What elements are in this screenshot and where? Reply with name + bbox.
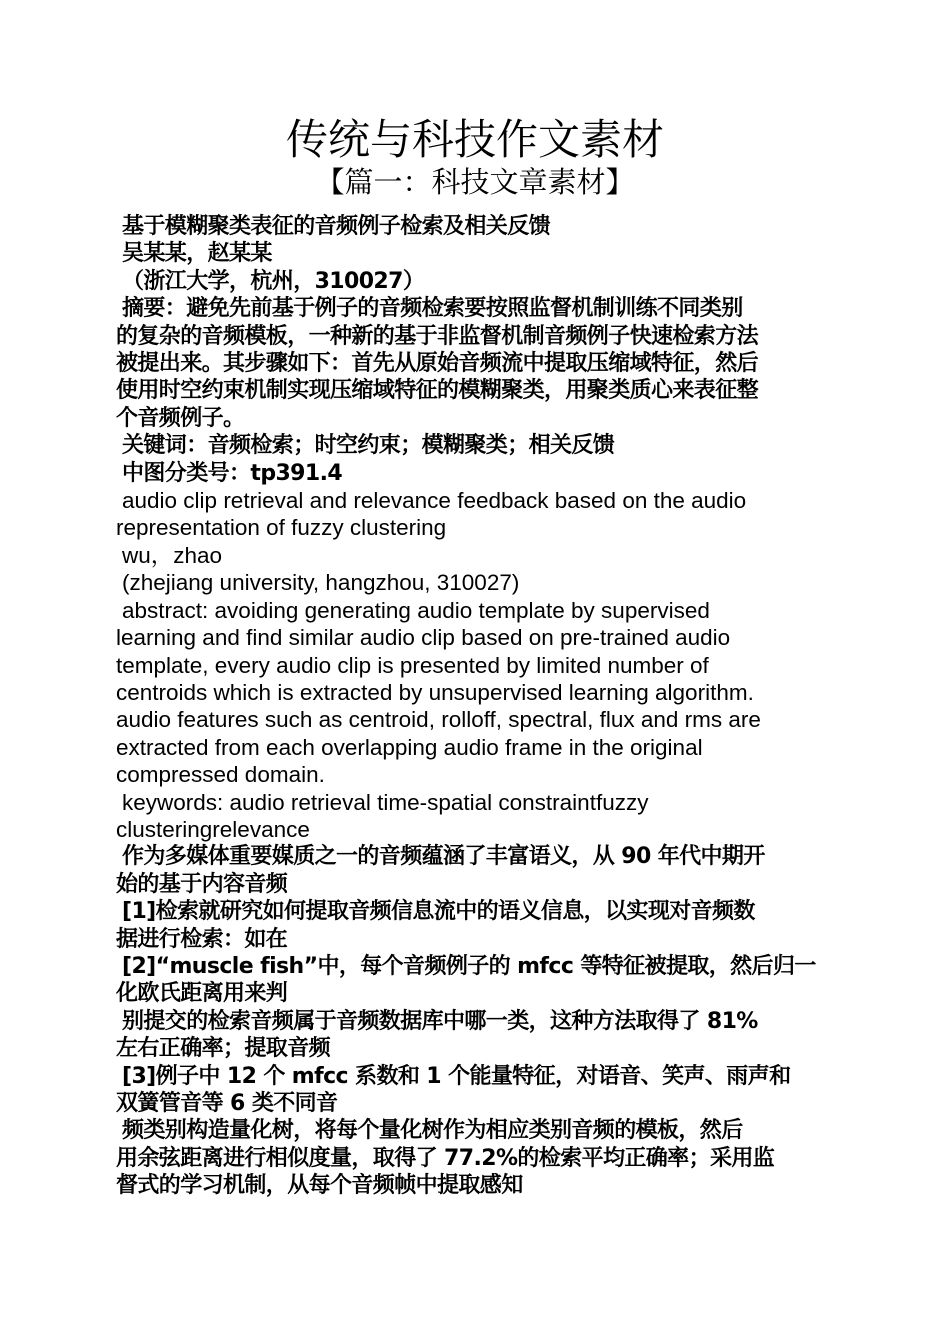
abstract-line: 的复杂的音频模板，一种新的基于非监督机制音频例子快速检索方法 <box>116 323 759 349</box>
body-line: [3]例子中 12 个 mfcc 系数和 1 个能量特征，对语音、笑声、雨声和 <box>122 1063 791 1089</box>
abstract-line: 个音频例子。 <box>116 405 245 431</box>
english-abstract-line: audio features such as centroid, rolloff, spectral, flux and rms are <box>116 707 761 733</box>
english-abstract-line: learning and find similar audio clip based on pre-trained audio <box>116 625 731 651</box>
body-line: [1]检索就研究如何提取音频信息流中的语义信息，以实现对音频数 <box>122 899 755 925</box>
abstract-line: 使用时空约束机制实现压缩域特征的模糊聚类，用聚类质心来表征整 <box>116 378 759 404</box>
english-abstract-line: abstract: avoiding generating audio template by supervised <box>122 597 710 623</box>
body-line: 用余弦距离进行相似度量，取得了 77.2%的检索平均正确率；采用监 <box>116 1145 775 1171</box>
body-line: [2]“muscle fish”中，每个音频例子的 mfcc 等特征被提取，然后归一 <box>122 953 816 979</box>
document-title: 传统与科技作文素材 <box>285 115 664 164</box>
keywords-line: 关键词：音频检索；时空约束；模糊聚类；相关反馈 <box>122 433 615 459</box>
english-abstract-line: extracted from each overlapping audio frame in the original <box>116 734 703 760</box>
paper-title: 基于模糊聚类表征的音频例子检索及相关反馈 <box>122 214 551 239</box>
english-authors: wu，zhao <box>122 542 223 568</box>
document-body <box>116 213 838 1200</box>
body-line: 作为多媒体重要媒质之一的音频蕴涵了丰富语义，从 90 年代中期开 <box>122 844 765 870</box>
document-subtitle: 【篇一：科技文章素材】 <box>315 165 635 199</box>
body-line: 化欧氏距离用来判 <box>116 981 288 1007</box>
body-line: 别提交的检索音频属于音频数据库中哪一类，这种方法取得了 81% <box>122 1008 758 1034</box>
body-line: 频类别构造量化树，将每个量化树作为相应类别音频的模板，然后 <box>122 1118 743 1144</box>
classification-line: 中图分类号：tp391.4 <box>122 460 343 486</box>
abstract-line: 摘要：避免先前基于例子的音频检索要按照监督机制训练不同类别 <box>122 296 743 322</box>
english-abstract-line: template, every audio clip is presented by limited number of <box>116 652 709 678</box>
abstract-line: 被提出来。其步骤如下：首先从原始音频流中提取压缩域特征，然后 <box>116 351 759 377</box>
english-keywords-line: keywords: audio retrieval time-spatial constraintfuzzy <box>122 789 649 815</box>
body-line: 据进行检索：如在 <box>116 926 288 952</box>
body-line: 督式的学习机制，从每个音频帧中提取感知 <box>116 1173 523 1199</box>
affiliation: （浙江大学，杭州，310027） <box>122 268 425 294</box>
english-keywords-line: clusteringrelevance <box>116 816 310 842</box>
body-line: 双簧管音等 6 类不同音 <box>116 1091 338 1116</box>
english-abstract-line: centroids which is extracted by unsupervised learning algorithm. <box>116 679 754 705</box>
english-abstract-line: compressed domain. <box>116 762 325 788</box>
english-title-line: audio clip retrieval and relevance feedback based on the audio <box>122 488 747 514</box>
body-line: 左右正确率；提取音频 <box>116 1036 331 1062</box>
english-affiliation: (zhejiang university, hangzhou, 310027) <box>122 570 520 596</box>
authors: 吴某某，赵某某 <box>122 241 272 267</box>
english-title-line: representation of fuzzy clustering <box>116 515 447 541</box>
body-line: 始的基于内容音频 <box>116 871 288 897</box>
